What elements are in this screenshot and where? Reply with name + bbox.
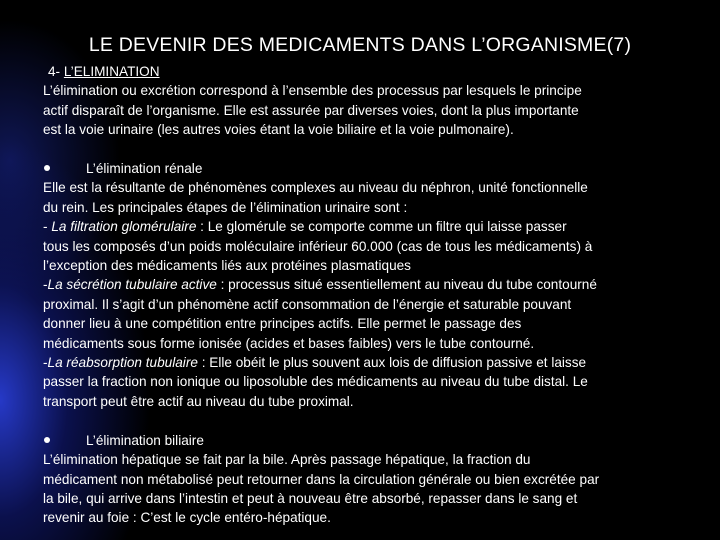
reabsorption-prefix: - xyxy=(43,355,48,371)
filtration-row xyxy=(43,217,707,236)
reabsorption-line: transport peut être actif au niveau du tube proximal. xyxy=(43,393,354,409)
reabsorption-line: passer la fraction non ionique ou liposoluble des médicaments au niveau du tube distal. Le xyxy=(43,374,588,390)
biliary-bullet-label: L’élimination biliaire xyxy=(86,432,204,448)
reabsorption-rest: : Elle obéit le plus souvent aux lois de diffusion passive et laisse xyxy=(197,355,587,371)
section-number: 4- xyxy=(48,64,64,79)
filtration-prefix: - xyxy=(43,219,52,235)
secretion-rest: : processus situé essentiellement au niveau du tube contourné xyxy=(216,277,597,293)
intro-line: actif disparaît de l’organisme. Elle est assurée par diverses voies, dont la plus importante xyxy=(43,102,579,118)
filtration-line: l’exception des médicaments liés aux protéines plasmatiques xyxy=(43,258,411,274)
biliary-line: médicament non métabolisé peut retourner dans la circulation générale ou bien excrétée par xyxy=(43,471,600,487)
filtration-rest: : Le glomérule se comporte comme un filtre qui laisse passer xyxy=(196,219,567,235)
biliary-line: revenir au foie : C’est le cycle entéro-hépatique. xyxy=(43,510,331,526)
slide-title: LE DEVENIR DES MEDICAMENTS DANS L’ORGANISME(7) xyxy=(88,34,632,56)
secretion-prefix: - xyxy=(43,277,48,293)
secretion-term: La sécrétion tubulaire active xyxy=(47,277,217,293)
biliary-bullet-row xyxy=(43,431,707,450)
section-heading: L’ELIMINATION xyxy=(63,64,160,79)
biliary-line: L’élimination hépatique se fait par la bile. Après passage hépatique, la fraction du xyxy=(43,452,531,468)
filtration-line: tous les composés d’un poids moléculaire inférieur 60.000 (cas de tous les médicaments) à xyxy=(43,238,593,254)
reabsorption-term: La réabsorption tubulaire xyxy=(47,355,198,371)
biliary-line: la bile, qui arrive dans l’intestin et peut à nouveau être absorbé, repasser dans le sang et xyxy=(43,490,578,506)
spacer xyxy=(43,140,707,159)
secretion-row xyxy=(43,275,707,294)
secretion-line: médicaments sous forme ionisée (acides et bases faibles) vers le tube contourné. xyxy=(43,335,535,351)
section-heading-row xyxy=(43,62,707,81)
renal-bullet-row xyxy=(43,159,707,178)
renal-line: Elle est la résultante de phénomènes complexes au niveau du néphron, unité fonctionnelle xyxy=(43,180,588,196)
bullet-dot-icon xyxy=(44,165,50,171)
secretion-line: donner lieu à une compétition entre principes actifs. Elle permet le passage des xyxy=(43,316,522,332)
reabsorption-row xyxy=(43,353,707,372)
slide-body xyxy=(43,62,707,528)
bullet-dot-icon xyxy=(44,437,50,443)
intro-line: est la voie urinaire (les autres voies étant la voie biliaire et la voie pulmonaire). xyxy=(43,122,514,138)
filtration-term: La filtration glomérulaire xyxy=(51,219,197,235)
secretion-line: proximal. Il s’agit d’un phénomène actif consommation de l’énergie et saturable pouvant xyxy=(43,296,572,312)
renal-line: du rein. Les principales étapes de l’élimination urinaire sont : xyxy=(43,199,408,215)
spacer xyxy=(43,411,707,430)
intro-line: L’élimination ou excrétion correspond à l’ensemble des processus par lesquels le principe xyxy=(43,83,582,99)
renal-bullet-label: L’élimination rénale xyxy=(86,161,203,177)
